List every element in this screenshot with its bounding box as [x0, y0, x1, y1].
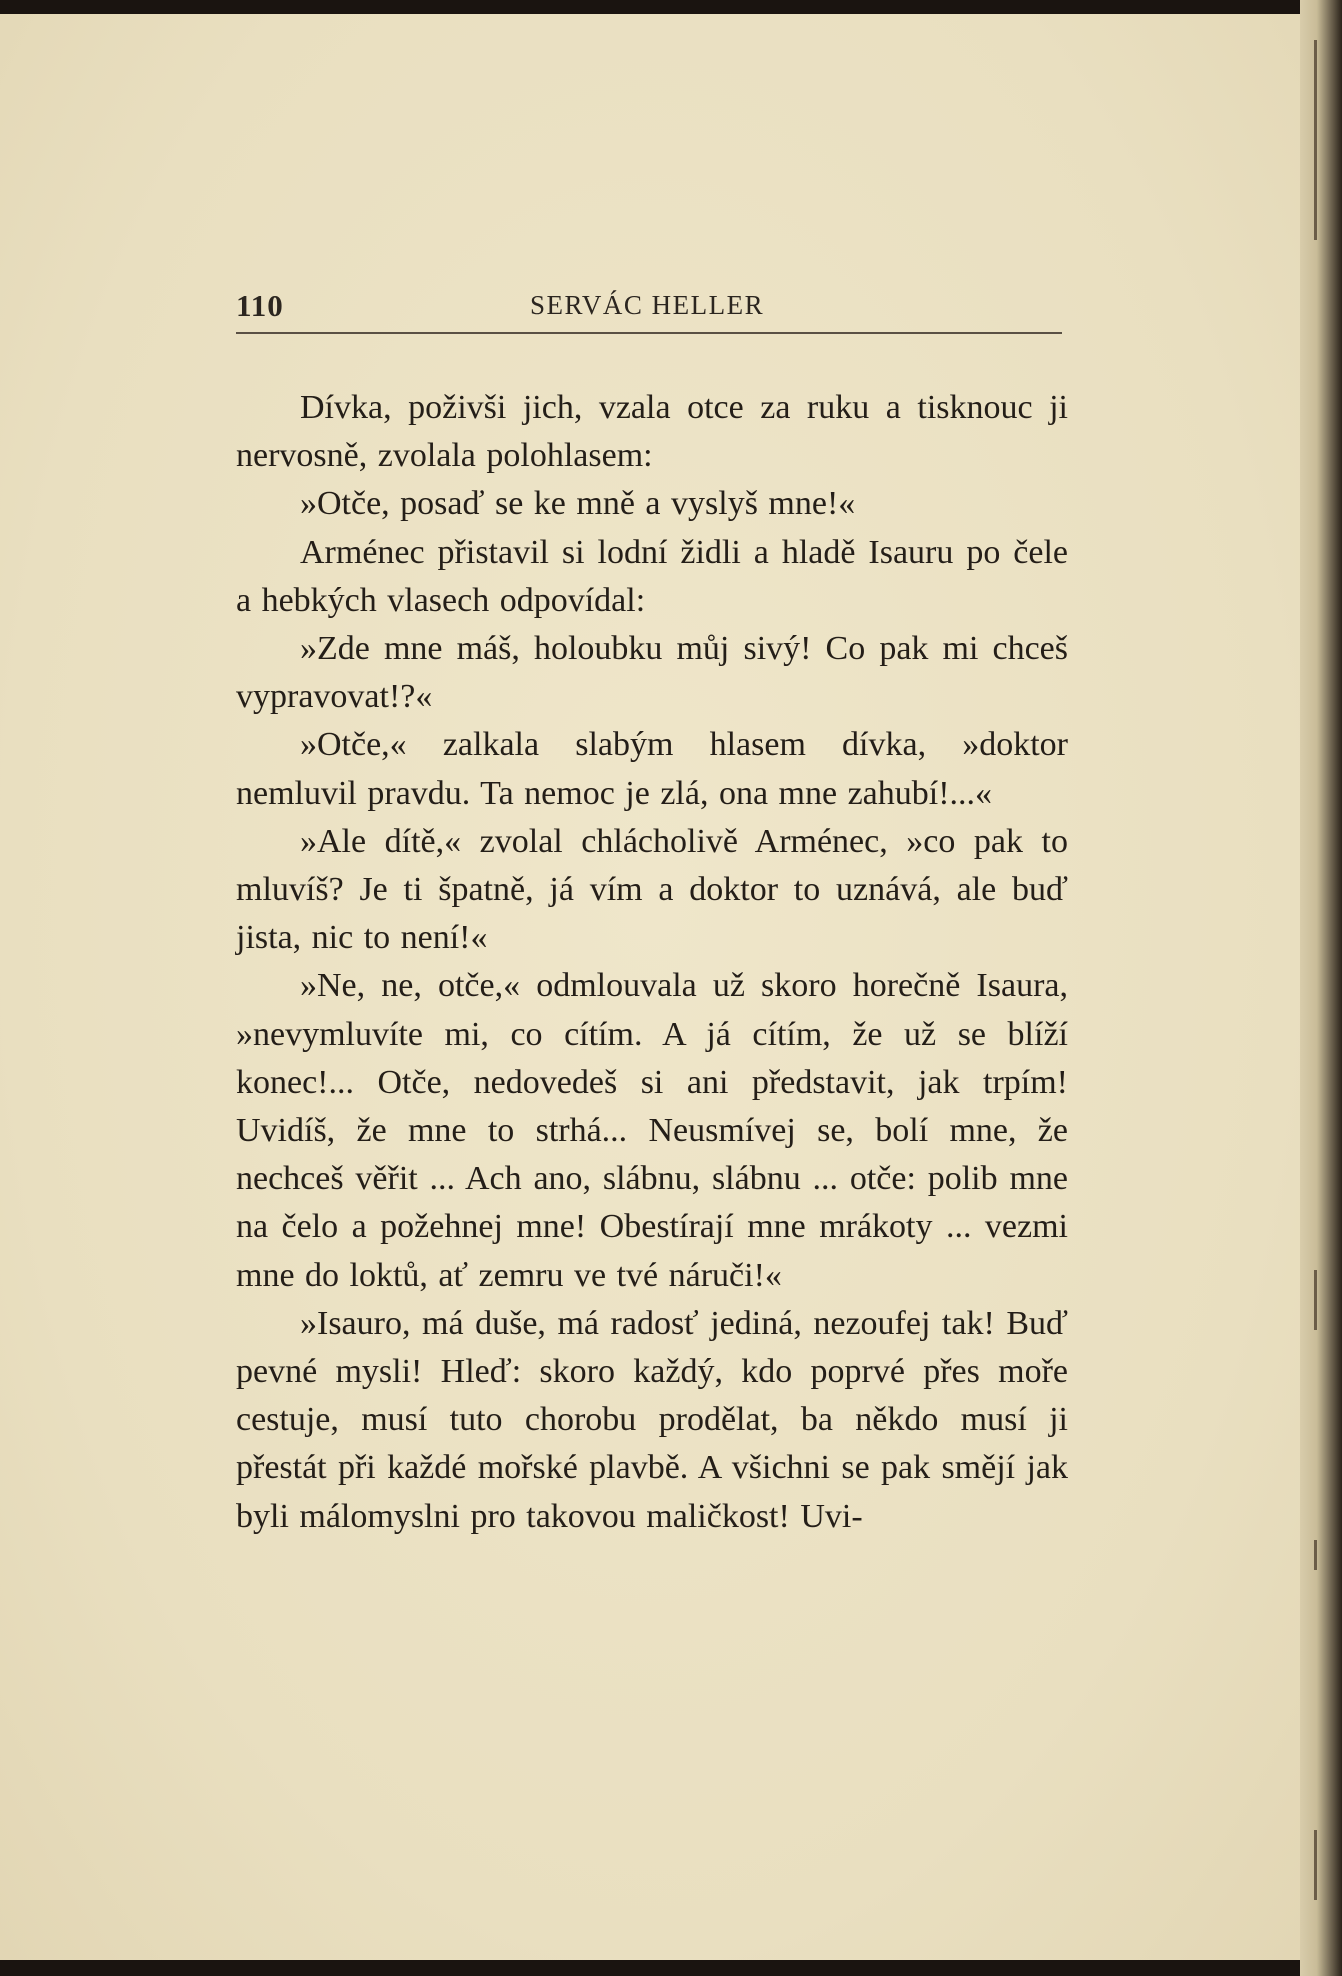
paragraph: »Otče,« zalkala slabým hlasem dívka, »doktor nemluvil pravdu. Ta nemoc je zlá, ona mne zahubí!...« — [236, 726, 1068, 812]
paragraph: »Ale dítě,« zvolal chlácholivě Arménec, »co pak to mluvíš? Je ti špatně, já vím a doktor to uznává, ale buď jista, nic to není!« — [236, 822, 1068, 957]
spine-mark — [1314, 1830, 1317, 1900]
spine-mark — [1314, 40, 1317, 240]
running-title: SERVÁC HELLER — [530, 290, 765, 320]
paragraph: Dívka, poživši jich, vzala otce za ruku a tisknouc ji nervosně, zvolala polohlasem: — [236, 389, 1068, 475]
body-text — [236, 384, 1068, 1541]
paragraph: »Zde mne máš, holoubku můj sivý! Co pak mi chceš vypravovat!?« — [236, 630, 1068, 716]
spine-mark — [1314, 1270, 1317, 1330]
book-spine-edge — [1300, 0, 1342, 1976]
spine-mark — [1314, 1540, 1317, 1570]
page-number: 110 — [236, 288, 284, 323]
paragraph: »Otče, posaď se ke mně a vyslyš mne!« — [300, 485, 856, 523]
page-header — [236, 284, 1062, 334]
book-page — [0, 14, 1300, 1960]
paragraph: »Ne, ne, otče,« odmlouvala už skoro horečně Isaura, »nevymluvíte mi, co cítím. A já cítím, že už se blíží konec!... Otče, nedovedeš si ani představit, jak trpím! Uvidíš, že mne to strhá... Neusmívej se, bolí mne, že nechceš věřit ... Ach ano, slábnu, slábnu ... otče: polib mne na čelo a požehnej mne! Obestírají mne mrákoty ... vezmi mne do loktů, ať zemru ve tvé náruči!« — [236, 967, 1068, 1294]
paragraph: Arménec přistavil si lodní židli a hladě Isauru po čele a hebkých vlasech odpovídal: — [236, 533, 1068, 619]
paragraph: »Isauro, má duše, má radosť jediná, nezoufej tak! Buď pevné mysli! Hleď: skoro každý, kdo poprvé přes moře cestuje, musí tuto chorobu prodělat, ba někdo musí ji přestát při každé mořské plavbě. A všichni se pak smějí jak byli málomyslni pro takovou maličkost! Uvi- — [236, 1304, 1068, 1535]
